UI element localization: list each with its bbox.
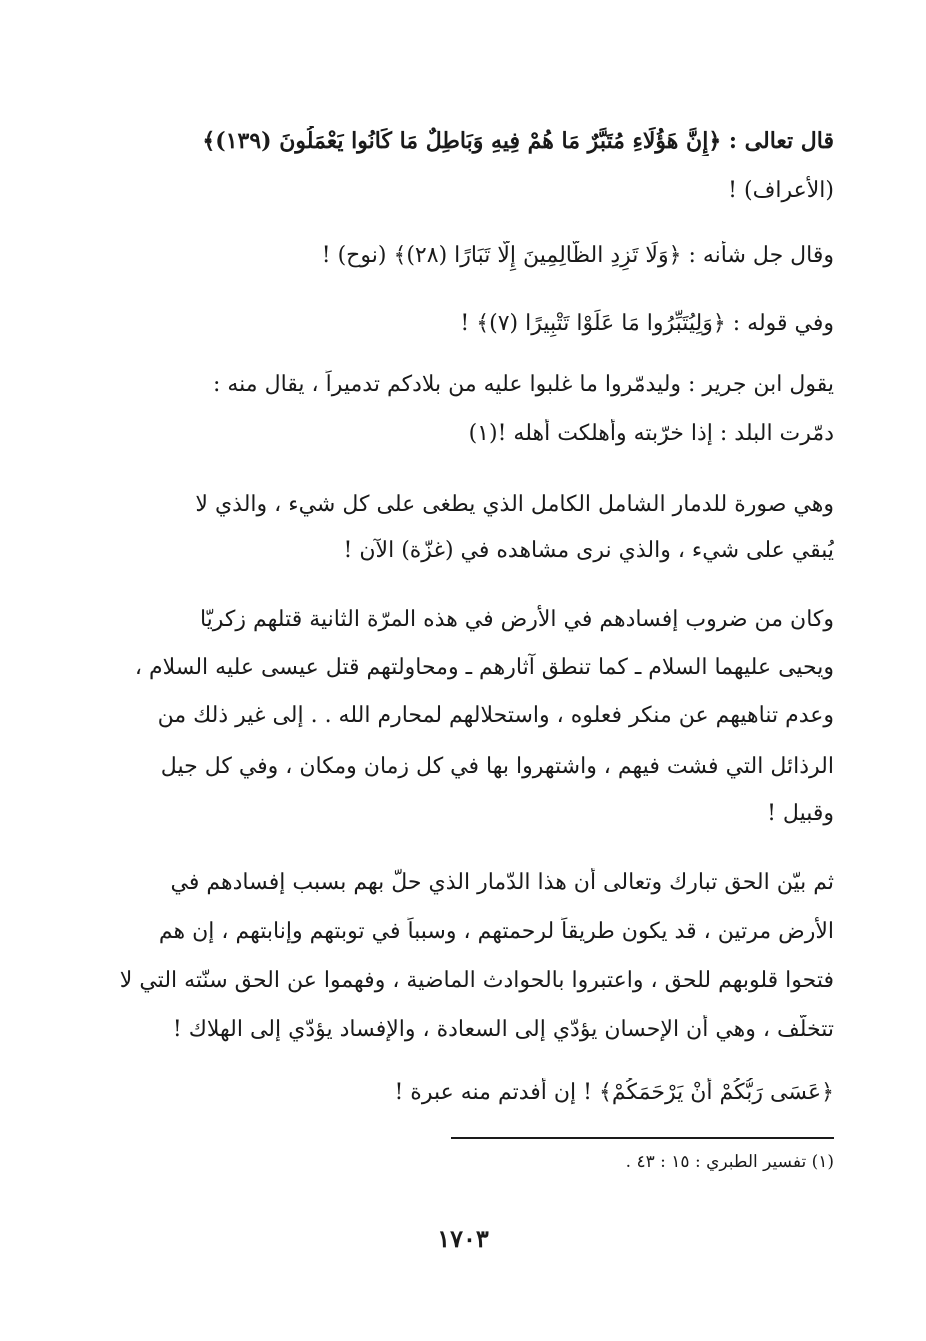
text-line: وهي صورة للدمار الشامل الكامل الذي يطغى على كل شيء ، والذي لا	[195, 492, 834, 517]
text-line: ﴿عَسَى رَبُّكُمْ أَنْ يَرْحَمَكُمْ﴾ ! إن أفدتم منه عبرة !	[394, 1080, 834, 1105]
text-line: وقبيل !	[767, 801, 834, 826]
text-line: ثم بيّن الحق تبارك وتعالى أن هذا الدّمار الذي حلّ بهم بسبب إفسادهم في	[170, 870, 834, 895]
text-line: الرذائل التي فشت فيهم ، واشتهروا بها في كل زمان ومكان ، وفي كل جيل	[160, 754, 834, 779]
text-line: الأرض مرتين ، قد يكون طريقاً لرحمتهم ، وسبباً في توبتهم وإنابتهم ، إن هم	[158, 919, 834, 944]
text-line: قال تعالى : ﴿إِنَّ هَؤُلَاءِ مُتَبَّرٌ مَا هُمْ فِيهِ وَبَاطِلٌ مَا كَانُوا يَعْمَلُونَ (١٣٩)﴾	[202, 128, 834, 154]
text-line: يقول ابن جرير : وليدمّروا ما غلبوا عليه من بلادكم تدميراً ، يقال منه :	[212, 372, 834, 397]
text-line: وقال جل شأنه : ﴿وَلَا تَزِدِ الظَّالِمِينَ إِلَّا تَبَارًا (٢٨)﴾ (نوح) !	[321, 243, 834, 268]
text-line: تتخلّف ، وهي أن الإحسان يؤدّي إلى السعادة ، والإفساد يؤدّي إلى الهلاك !	[172, 1017, 834, 1042]
text-line: وعدم تناهيهم عن منكر فعلوه ، واستحلالهم لمحارم الله . . إلى غير ذلك من	[157, 703, 834, 728]
footnote: (١) تفسير الطبري : ١٥ : ٤٣ .	[625, 1152, 834, 1172]
footnote-divider	[451, 1137, 834, 1139]
text-line: ويحيى عليهما السلام ـ كما تنطق آثارهم ـ ومحاولتهم قتل عيسى عليه السلام ،	[134, 655, 834, 680]
text-line: يُبقي على شيء ، والذي نرى مشاهده في (غزّة) الآن !	[343, 538, 834, 563]
page-number: ١٧٠٣	[437, 1224, 489, 1253]
text-line: فتحوا قلوبهم للحق ، واعتبروا بالحوادث الماضية ، وفهموا عن الحق سنّته التي لا	[119, 968, 834, 993]
text-line: (الأعراف) !	[728, 178, 834, 203]
text-line: دمّرت البلد : إذا خرّبته وأهلكت أهله !(١)	[468, 421, 834, 446]
text-line: وكان من ضروب إفسادهم في الأرض في هذه المرّة الثانية قتلهم زكريّا	[199, 607, 834, 632]
text-line: وفي قوله : ﴿وَلِيُتَبِّرُوا مَا عَلَوْا تَتْبِيرًا (٧)﴾ !	[460, 311, 834, 336]
